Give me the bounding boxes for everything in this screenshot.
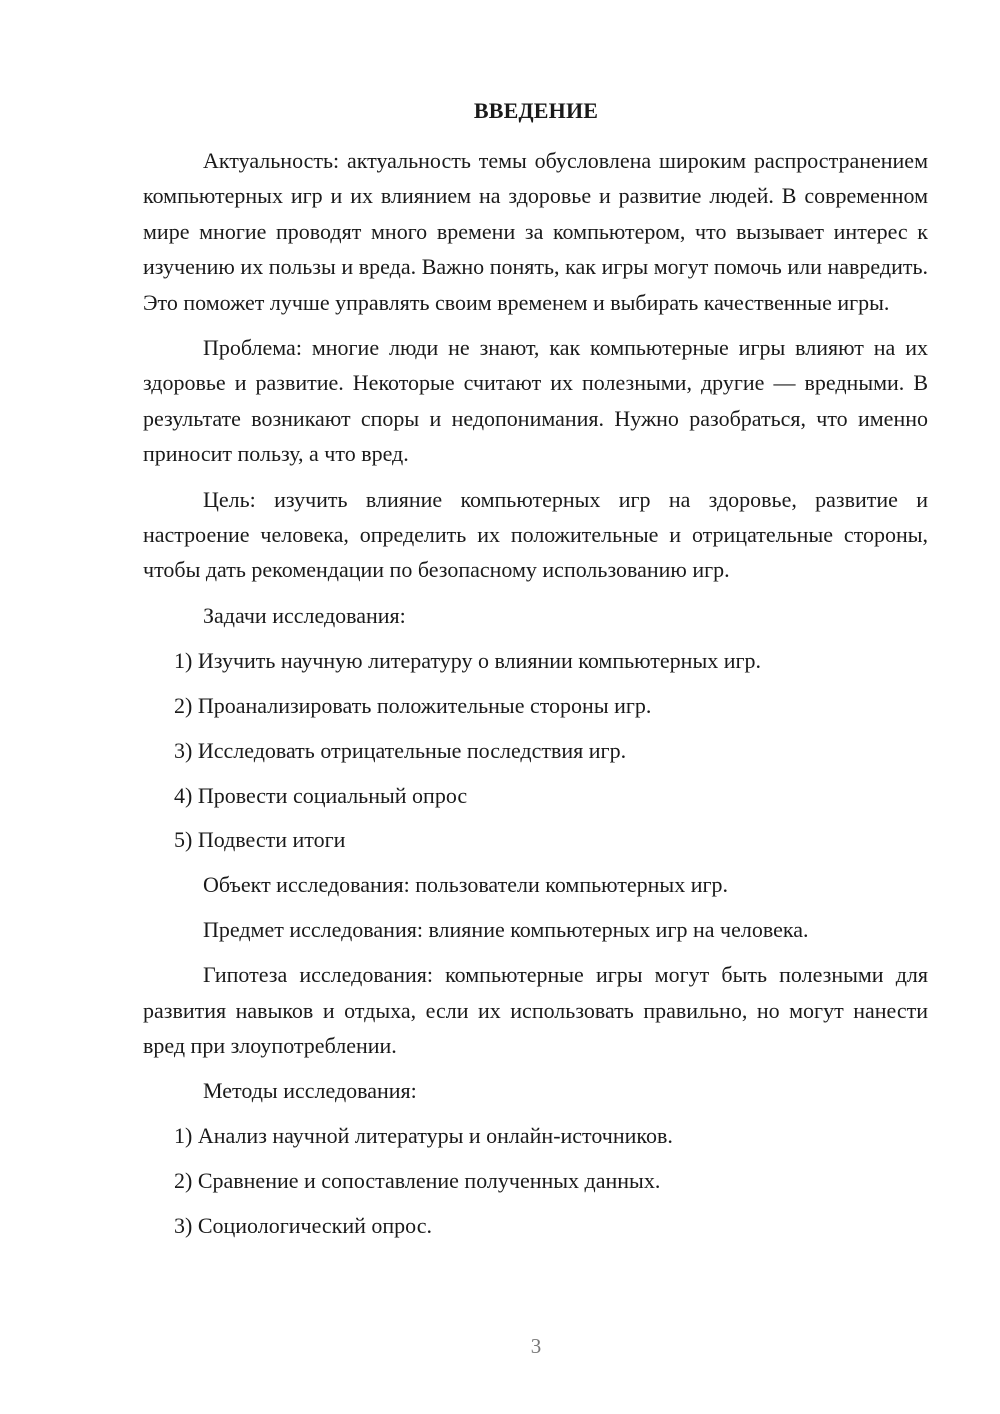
paragraph-object: Объект исследования: пользователи компьютерных игр. xyxy=(203,872,729,898)
list-item: 1) Анализ научной литературы и онлайн-источников. xyxy=(174,1123,673,1149)
list-item: 5) Подвести итоги xyxy=(174,827,346,853)
paragraph-goal: Цель: изучить влияние компьютерных игр на здоровье, развитие и настроение человека, определить их положительные и отрицательные стороны, чтобы дать рекомендации по безопасному использованию игр. xyxy=(143,486,928,583)
tasks-heading: Задачи исследования: xyxy=(203,602,406,628)
methods-heading: Методы исследования: xyxy=(203,1078,417,1104)
list-item: 3) Социологический опрос. xyxy=(174,1213,432,1239)
methods-list xyxy=(143,1118,928,1243)
list-item: 2) Сравнение и сопоставление полученных данных. xyxy=(174,1168,661,1194)
paragraph-problem: Проблема: многие люди не знают, как компьютерные игры влияют на их здоровье и развитие. Некоторые считают их полезными, другие — вредными. В результате возникают споры и недопонимания. Нужно разобраться, что именно приносит пользу, а что вред. xyxy=(143,335,928,467)
list-item: 2) Проанализировать положительные стороны игр. xyxy=(174,692,652,718)
page-title: ВВЕДЕНИЕ xyxy=(473,98,599,123)
page-number: 3 xyxy=(530,1334,542,1358)
list-item: 4) Провести социальный опрос xyxy=(174,782,468,808)
document-body xyxy=(143,143,928,1243)
tasks-list xyxy=(143,643,928,858)
list-item: 3) Исследовать отрицательные последствия игр. xyxy=(174,737,627,763)
paragraph-hypothesis: Гипотеза исследования: компьютерные игры могут быть полезными для развития навыков и отдыха, если их использовать правильно, но могут нанести вред при злоупотреблении. xyxy=(143,962,928,1058)
paragraph-subject: Предмет исследования: влияние компьютерных игр на человека. xyxy=(203,917,809,943)
list-item: 1) Изучить научную литературу о влиянии компьютерных игр. xyxy=(174,647,762,673)
paragraph-relevance: Актуальность: актуальность темы обусловлена широким распространением компьютерных игр и их влиянием на здоровье и развитие людей. В современном мире многие проводят много времени за компьютером, что вызывает интерес к изучению их пользы и вреда. Важно понять, как игры могут помочь или навредить. Это поможет лучше управлять своим временем и выбирать качественные игры. xyxy=(143,148,928,315)
